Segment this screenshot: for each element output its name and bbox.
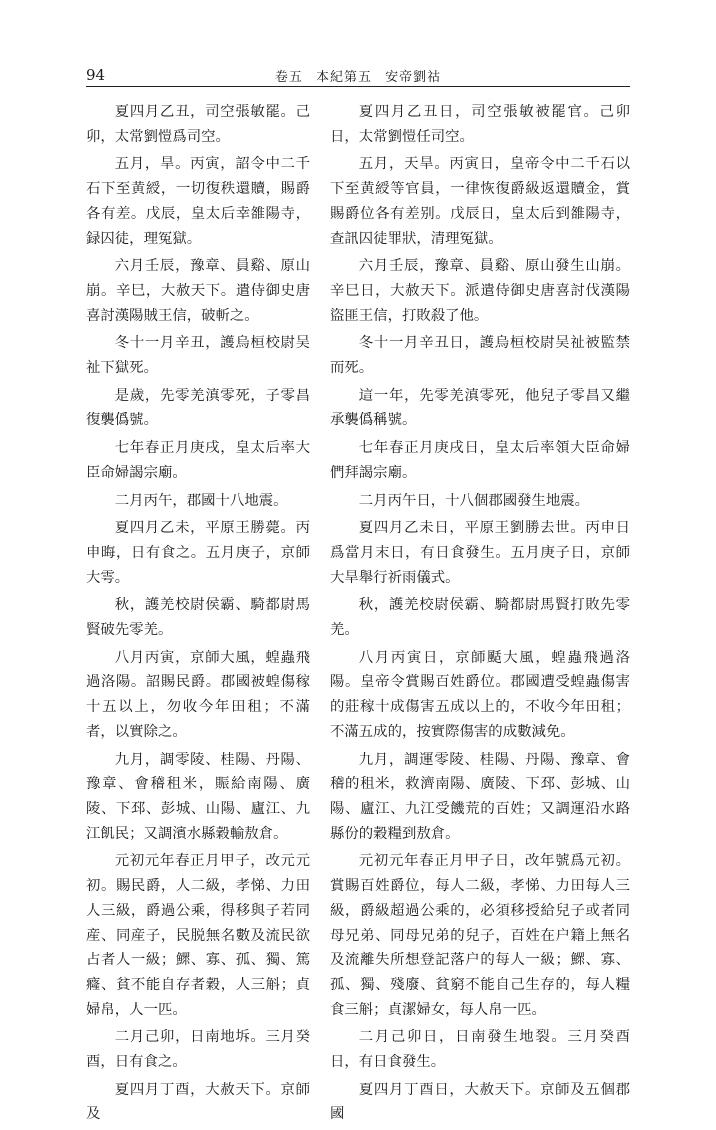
translation-paragraph: 八月丙寅日，京師颳大風，蝗蟲飛過洛陽。皇帝令賞賜百姓爵位。郡國遭受蝗蟲傷害的莊稼十成傷害五成以上的，不收今年田租；不滿五成的，按實際傷害的成數減免。: [330, 649, 630, 740]
translation-paragraph: 夏四月乙丑日，司空張敏被罷官。己卯日，太常劉愷任司空。: [330, 104, 630, 145]
translation-paragraph: 二月己卯日，日南發生地裂。三月癸酉日，有日食發生。: [330, 1029, 630, 1071]
classical-paragraph: 七年春正月庚戌，皇太后率大臣命婦謁宗廟。: [86, 440, 310, 481]
classical-paragraph: 二月己卯，日南地坼。三月癸酉，日有食之。: [86, 1029, 310, 1071]
classical-paragraph: 夏四月乙丑，司空張敏罷。己卯，太常劉愷爲司空。: [86, 104, 310, 145]
translation-paragraph: 二月丙午日，十八個郡國發生地震。: [358, 492, 590, 509]
translation-paragraph: 夏四月丁酉日，大赦天下。京師及五個郡國: [330, 1081, 630, 1123]
classical-paragraph: 五月，旱。丙寅，詔令中二千石下至黄綬，一切復秩還贖，賜爵各有差。戊辰，皇太后幸雒陽寺，録囚徒，理冤獄。: [86, 156, 310, 247]
page-number: 94: [86, 66, 106, 84]
volume-label: 卷五: [274, 70, 303, 85]
classical-paragraph: 是歲，先零羌滇零死，子零昌復襲僞號。: [86, 387, 310, 429]
header-rule: [86, 86, 630, 87]
classical-paragraph: 夏四月丁酉，大赦天下。京師及: [86, 1081, 310, 1123]
classical-paragraph: 九月，調零陵、桂陽、丹陽、豫章、會稽租米，賑給南陽、廣陵、下邳、彭城、山陽、廬江、九江飢民；又調濱水縣穀輸敖倉。: [86, 751, 310, 842]
translation-paragraph: 這一年，先零羌滇零死，他兒子零昌又繼承襲僞稱號。: [330, 387, 630, 429]
translation-paragraph: 元初元年春正月甲子日，改年號爲元初。賞賜百姓爵位，每人二級，孝悌、力田每人三級，爵級超過公乘的，必須移授給兒子或者同母兄弟、同母兄弟的兒子，百姓在户籍上無名及流離失所想登記落户的每人一級；鰥、寡、孤、獨、殘廢、貧窮不能自己生存的，每人糧食三斛；貞潔婦女，每人帛一匹。: [330, 853, 630, 1018]
classical-paragraph: 冬十一月辛丑，護烏桓校尉吴祉下獄死。: [86, 335, 310, 377]
classical-paragraph: 二月丙午，郡國十八地震。: [114, 492, 288, 509]
classical-text-column: [86, 100, 310, 1130]
running-head: [0, 66, 716, 85]
translation-paragraph: 冬十一月辛丑日，護烏桓校尉吴祉被監禁而死。: [330, 335, 630, 377]
classical-paragraph: 秋，護羌校尉侯霸、騎都尉馬賢破先零羌。: [86, 597, 310, 639]
translation-paragraph: 九月，調運零陵、桂陽、丹陽、豫章、會稽的租米，救濟南陽、廣陵、下邳、彭城、山陽、廬江、九江受饑荒的百姓；又調運沿水路縣份的穀糧到敖倉。: [330, 751, 630, 842]
translation-paragraph: 夏四月乙未日，平原王劉勝去世。丙申日爲當月末日，有日食發生。五月庚子日，京師大旱舉行祈雨儀式。: [330, 520, 630, 586]
classical-paragraph: 夏四月乙未，平原王勝薨。丙申晦，日有食之。五月庚子，京師大雩。: [86, 520, 310, 586]
classical-paragraph: 六月壬辰，豫章、員谿、原山崩。辛巳，大赦天下。遣侍御史唐喜討漢陽賊王信，破斬之。: [86, 258, 310, 324]
translation-paragraph: 五月，天旱。丙寅日，皇帝令中二千石以下至黄綬等官員，一律恢復爵級返還贖金，賞賜爵位各有差别。戊辰日，皇太后到雒陽寺，查訊囚徒罪狀，清理冤獄。: [330, 156, 630, 247]
translation-paragraph: 秋，護羌校尉侯霸、騎都尉馬賢打敗先零羌。: [330, 597, 630, 639]
classical-paragraph: 八月丙寅，京師大風，蝗蟲飛過洛陽。詔賜民爵。郡國被蝗傷稼十五以上，勿收今年田租；不滿者，以實除之。: [86, 649, 310, 740]
modern-translation-column: [330, 100, 630, 1130]
translation-paragraph: 七年春正月庚戌日，皇太后率領大臣命婦們拜謁宗廟。: [330, 440, 630, 481]
classical-paragraph: 元初元年春正月甲子，改元元初。賜民爵，人二級，孝悌、力田人三級，爵過公乘，得移與子若同産、同産子，民脱無名數及流民欲占者人一級；鰥、寡、孤、獨、篤癃、貧不能自存者穀，人三斛；貞婦帛，人一匹。: [86, 853, 310, 1018]
section-label: 本紀第五: [315, 70, 372, 85]
translation-paragraph: 六月壬辰，豫章、員谿、原山發生山崩。辛巳日，大赦天下。派遣侍御史唐喜討伐漢陽盜匪王信，打敗殺了他。: [330, 258, 630, 324]
chapter-label: 安帝劉祜: [385, 70, 442, 85]
